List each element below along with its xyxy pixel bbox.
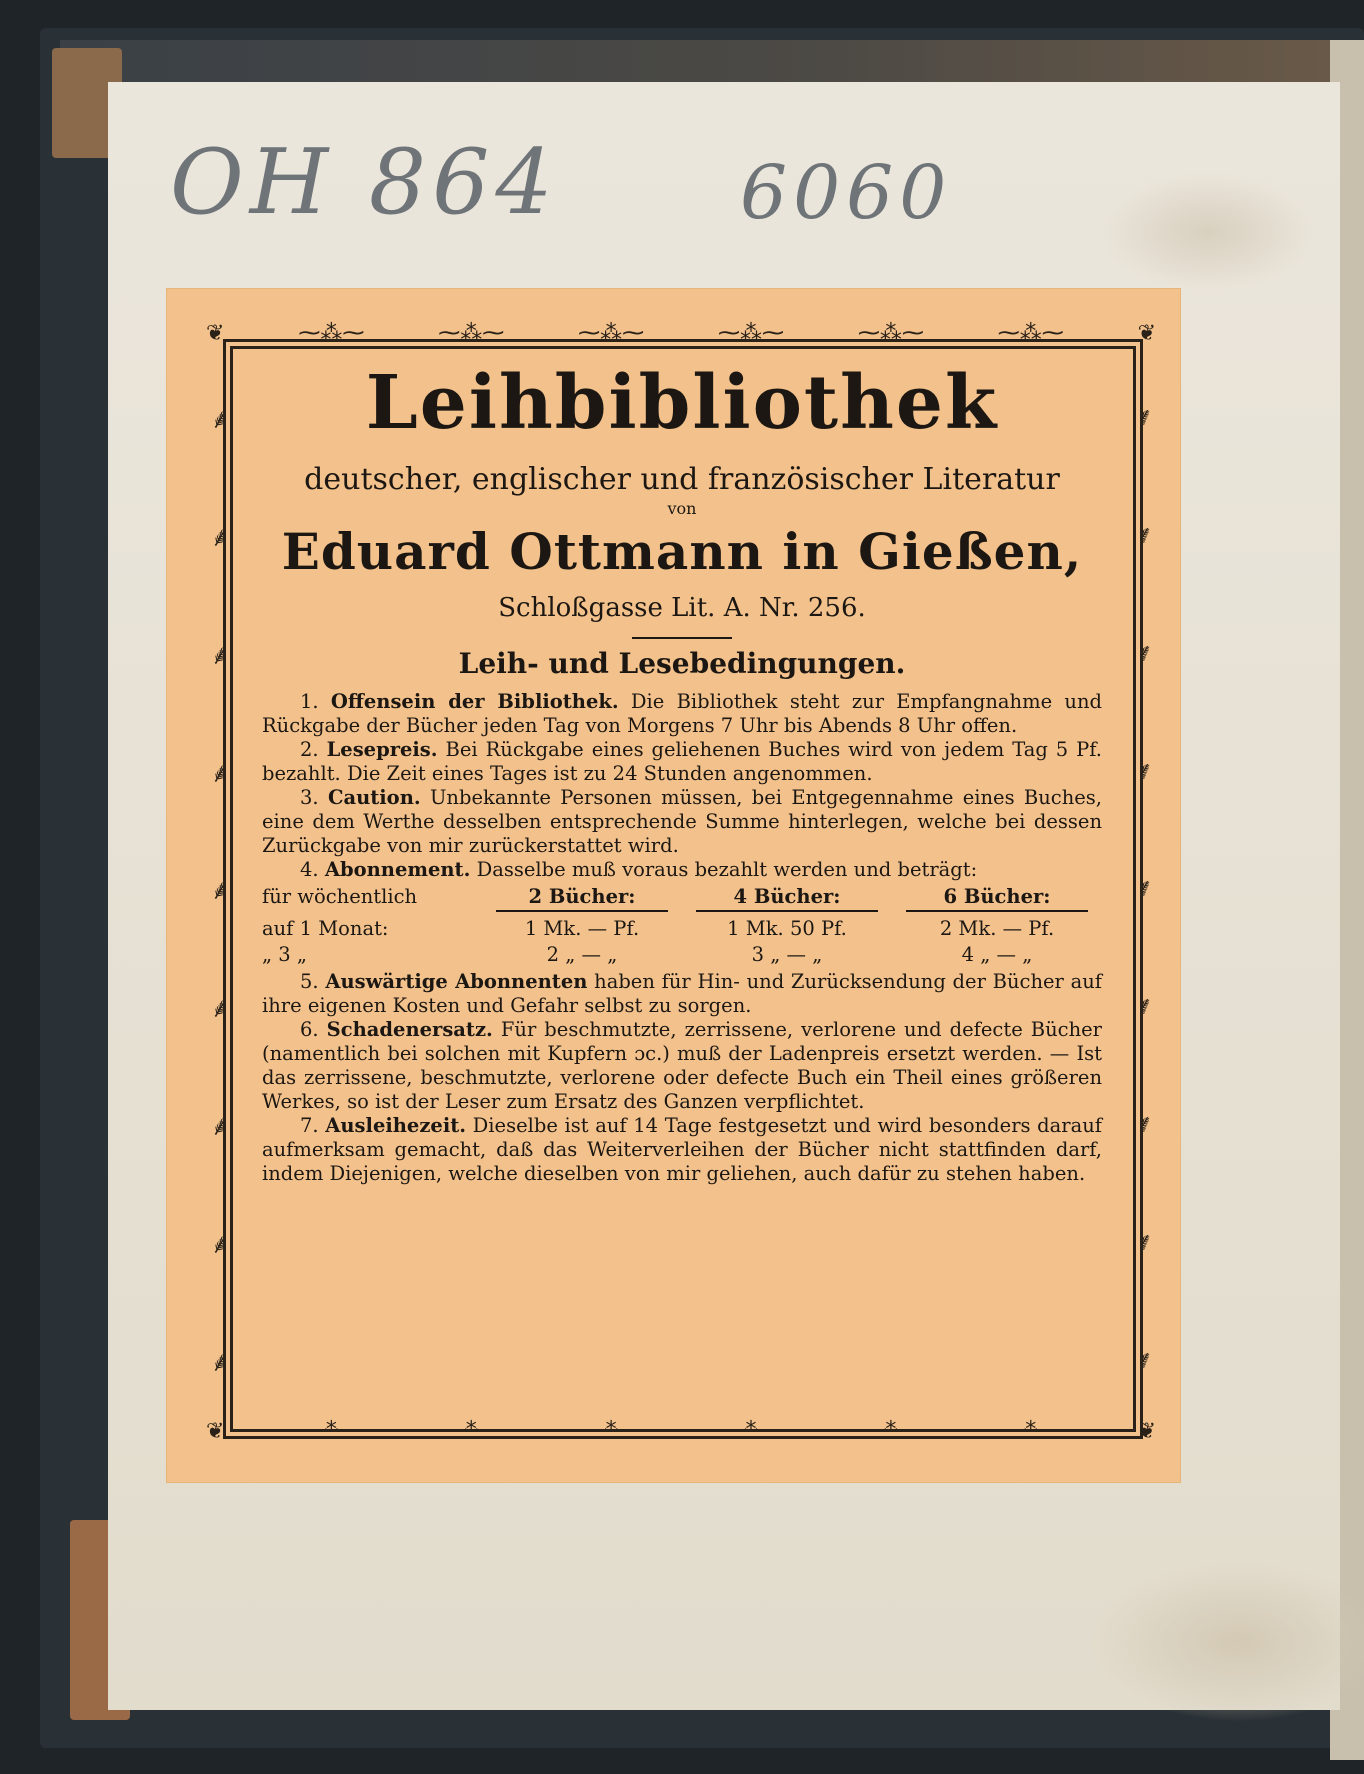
rule-2: 2. Lesepreis. Bei Rückgabe eines geliehenen Buches wird von jedem Tag 5 Pf. bezahlt. Die Zeit eines Tages ist zu 24 Stunden angenommen. <box>262 738 1102 785</box>
table-cell: 2 „ — „ <box>546 943 618 966</box>
label-von: von <box>667 499 697 518</box>
conditions-heading: Leih- und Lesebedingungen. <box>458 647 906 680</box>
label-title: Leihbibliothek <box>365 360 999 446</box>
label-owner: Eduard Ottmann in Gießen, <box>281 522 1083 581</box>
label-subtitle: deutscher, englischer und französischer Literatur <box>304 462 1060 497</box>
rule-1: 1. Offensein der Bibliothek. Die Bibliothek steht zur Empfangnahme und Rückgabe der Bücher jeden Tag von Morgens 7 Uhr bis Abends 8 Uhr offen. <box>262 690 1102 737</box>
stain <box>1088 1562 1364 1722</box>
table-header-cell: 6 Bücher: <box>906 884 1088 912</box>
handwritten-shelfmark: OH 864 <box>170 130 559 235</box>
table-cell: 4 „ — „ <box>961 943 1033 966</box>
rule-5: 5. Auswärtige Abonnenten haben für Hin- und Zurücksendung der Bücher auf ihre eigenen Kosten und Gefahr selbst zu sorgen. <box>262 970 1102 1017</box>
table-header-cell: 2 Bücher: <box>496 884 668 912</box>
label-content <box>262 358 1102 1186</box>
ornament-left: ⸙ ⸙ ⸙ ⸙ ⸙ ⸙ ⸙ ⸙ ⸙ <box>209 401 233 1379</box>
table-cell: auf 1 Monat: <box>262 917 389 940</box>
ornament-top: ❦ ⁓⁂⁓ ⁓⁂⁓ ⁓⁂⁓ ⁓⁂⁓ ⁓⁂⁓ ⁓⁂⁓ ❦ <box>206 320 1156 346</box>
rule-6: 6. Schadenersatz. Für beschmutzte, zerrissene, verlorene und defecte Bücher (namentlich bei solchen mit Kupfern ɔc.) muß der Ladenpreis ersetzt werden. — Ist das zerrissene, beschmutzte, verlorene oder defecte Buch ein Theil eines größeren Werkes, so ist der Leser zum Ersatz des Ganzen verpflichtet. <box>262 1018 1102 1113</box>
ornament-bottom: ❦ ⁓⁂⁓ ⁓⁂⁓ ⁓⁂⁓ ⁓⁂⁓ ⁓⁂⁓ ⁓⁂⁓ ❦ <box>206 1418 1156 1444</box>
divider <box>632 637 732 639</box>
table-cell: 2 Mk. — Pf. <box>939 917 1055 940</box>
rule-7: 7. Ausleihezeit. Dieselbe ist auf 14 Tage festgesetzt und wird besonders darauf aufmerksam gemacht, daß das Weiterverleihen der Bücher nicht stattfinden darf, indem Diejenigen, welche dieselben von mir geliehen, auch dafür zu stehen haben. <box>262 1114 1102 1185</box>
rule-3: 3. Caution. Unbekannte Personen müssen, bei Entgegennahme eines Buches, eine dem Werthe desselben entsprechende Summe hinterlegen, welche bei dessen Zurückgabe von mir zurückerstattet wird. <box>262 786 1103 857</box>
label-address: Schloßgasse Lit. A. Nr. 256. <box>498 593 866 623</box>
table-header-cell: 4 Bücher: <box>696 884 878 912</box>
table-header-cell: für wöchentlich <box>262 885 418 908</box>
table-cell: 1 Mk. — Pf. <box>524 917 640 940</box>
handwritten-number: 6060 <box>740 150 953 236</box>
table-cell: 3 „ — „ <box>751 943 823 966</box>
rule-4: 4. Abonnement. Dasselbe muß voraus bezahlt werden und beträgt: <box>300 858 978 881</box>
library-label <box>166 288 1181 1483</box>
stain <box>1098 172 1318 292</box>
table-cell: 1 Mk. 50 Pf. <box>727 917 847 940</box>
table-cell: „ 3 „ <box>262 943 308 966</box>
subscription-table <box>262 884 1102 968</box>
ornament-right: ⸙ ⸙ ⸙ ⸙ ⸙ ⸙ ⸙ ⸙ ⸙ <box>1131 401 1155 1379</box>
